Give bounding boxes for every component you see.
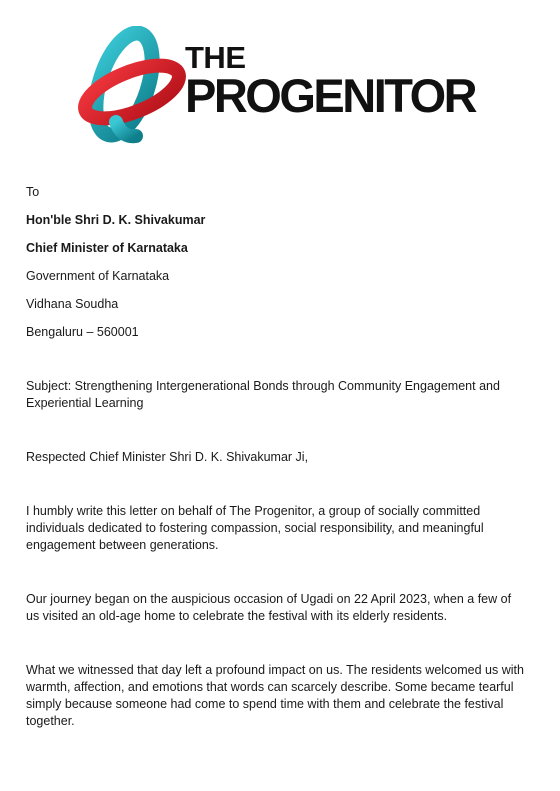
paragraph: Our journey began on the auspicious occasion of Ugadi on 22 April 2023, when a few of us visited an old-age home to celebrate the festival with its elderly residents.: [26, 592, 512, 623]
address-line: Vidhana Soudha: [26, 297, 119, 311]
paragraph: What we witnessed that day left a profound impact on us. The residents welcomed us with warmth, affection, and emotions that words can scarcely describe. Some became tearful simply because someone had come to spend time with them and celebrate the festival together.: [26, 663, 524, 728]
addressee-title: Chief Minister of Karnataka: [26, 241, 188, 255]
salutation: Respected Chief Minister Shri D. K. Shivakumar Ji,: [26, 450, 309, 464]
logo-line-the: THE: [185, 40, 246, 75]
logo-line-progenitor: PROGENITOR: [185, 69, 476, 122]
to-line: To: [26, 185, 40, 199]
addressee-name: Hon'ble Shri D. K. Shivakumar: [26, 213, 206, 227]
address-line: Bengaluru – 560001: [26, 325, 139, 339]
subject-line: Subject: Strengthening Intergenerational Bonds through Community Engagement and Experiential Learning: [26, 379, 500, 410]
logo-wordmark: [185, 40, 476, 122]
progenitor-logo: [78, 26, 508, 144]
letter-body: [26, 184, 526, 730]
address-line: Government of Karnataka: [26, 269, 170, 283]
interlocking-rings-icon: [78, 26, 188, 144]
paragraph: I humbly write this letter on behalf of The Progenitor, a group of socially committed individuals dedicated to fostering compassion, social responsibility, and meaningful engagement between generations.: [26, 504, 484, 552]
